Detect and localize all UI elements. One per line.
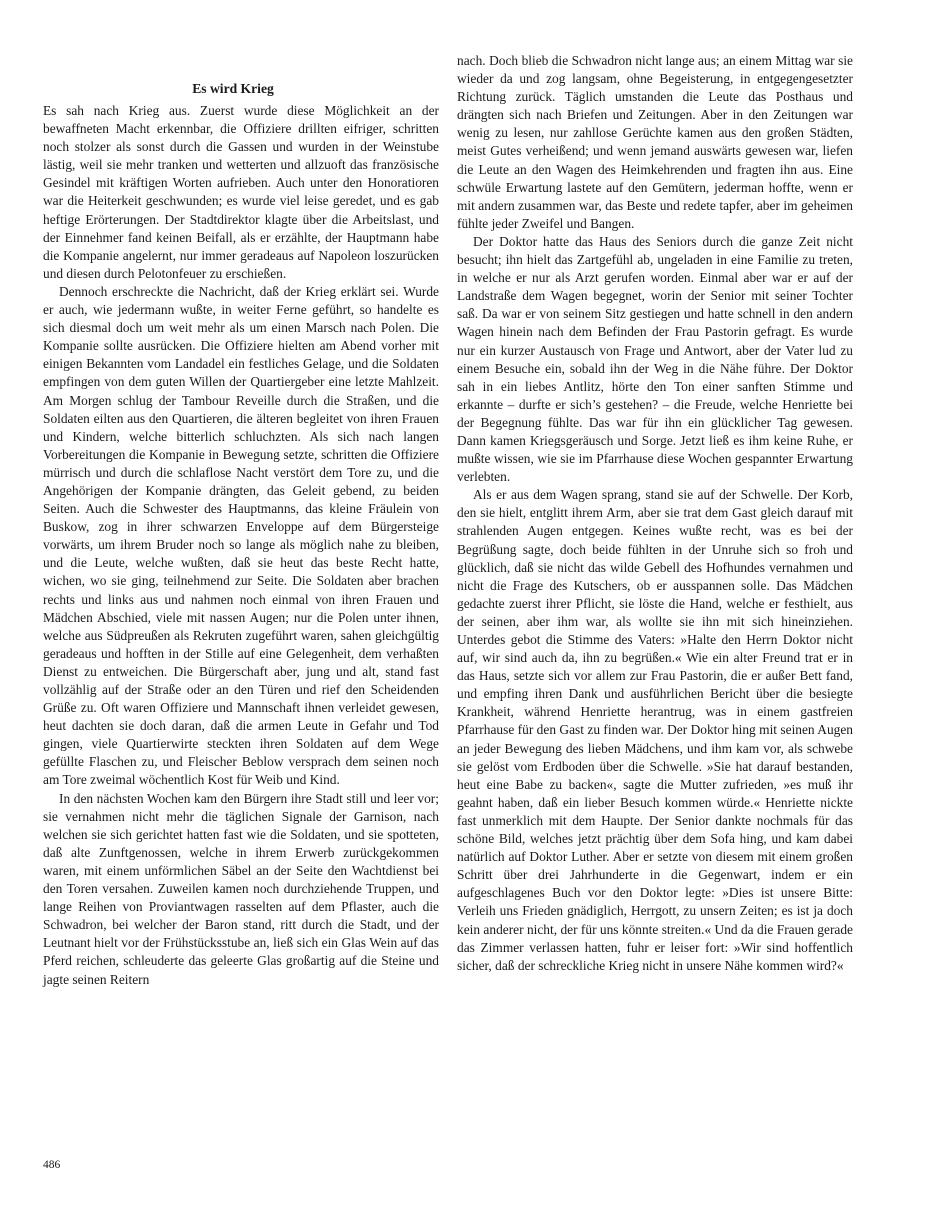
paragraph: nach. Doch blieb die Schwadron nicht lange aus; an einem Mittag war sie wieder da und zog langsam, ohne Begeisterung, in entgegengesetzter Richtung zurück. Täglich umstanden die Leute das Posthaus und drängten sich nach Briefen und Zeitungen. Aber in den Zeitungen war wenig zu lesen, nur zahllose Gerüchte kamen aus den großen Städten, meist Gutes verheißend; und wenn jemand auswärts gewesen war, liefen die Leute an den Wagen des Heimkehrenden und fragten ihn aus. Eine schwüle Erwartung lastete auf den Gemütern, jederman hoffte, wenn er mit andern zusammen war, das Beste und redete tapfer, aber im geheimen fühlte jeder Zweifel und Bangen. [457, 53, 853, 231]
paragraph: In den nächsten Wochen kam den Bürgern ihre Stadt still und leer vor; sie vernahmen nicht mehr die täglichen Signale der Garnison, nach welchen sie sich gerichtet hatten fast wie die Soldaten, und sie spotteten, daß alte Zunftgenossen, welche in ihrem Erwerb zurückgekommen waren, mit einem unförmlichen Säbel an der Seite den Wachtdienst bei den Toren versahen. Zuweilen kamen noch durchziehende Truppen, und lange Reihen von Proviantwagen rasselten auf dem Pflaster, auch die Schwadron, bei welcher der Baron stand, ritt durch die Stadt, und der Leutnant hielt vor der Frühstücksstube an, ließ sich ein Glas Wein auf das Pferd reichen, schleuderte das geleerte Glas großartig auf die Steine und jagte seinen Reitern [43, 790, 439, 987]
chapter-heading: Es wird Krieg [192, 81, 274, 96]
page-number: 486 [43, 1159, 61, 1171]
paragraph: Es sah nach Krieg aus. Zuerst wurde diese Möglichkeit an der bewaffneten Macht erkennbar, die Offiziere drillten eifriger, schritten noch stolzer als sonst durch die Gassen und wurden in der Weinstube lästig, weil sie mehr tranken und wetterten und allzuoft das französische Gesindel mit kräftigen Worten aufrieben. Auch unter den Honoratioren war die Heiterkeit geschwunden; es wurde viel leise geredet, und es gab heftige Erörterungen. Der Stadtdirektor klagte über die Arbeitslast, und der Einnehmer fand keinen Beifall, als er erzählte, der Hauptmann habe die Kompanie angelernt, nur immer geradeaus auf Napoleon loszurücken und diesen durch Pelotonfeuer zu erschießen. [43, 103, 439, 281]
left-column [43, 78, 439, 989]
paragraph: Dennoch erschreckte die Nachricht, daß der Krieg erklärt sei. Wurde er auch, wie jedermann wußte, in weiter Ferne geführt, so handelte es sich diesmal doch um weit mehr als um einen Marsch nach Polen. Die Kompanie sollte ausrücken. Die Offiziere hielten am Abend vorher mit einigen Bekannten vom Landadel ein festliches Gelage, und die Soldaten empfingen von dem guten Willen der Quartiergeber eine letzte Mahlzeit. Am Morgen schlug der Tambour Reveille durch die Straßen, und die Soldaten eilten aus den Quartieren, die älteren begleitet von ihren Frauen und Kindern, welche bitterlich schluchzten. Als sich nach langen Vorbereitungen die Kompanie in Bewegung setzte, schritten die Offiziere mürrisch und durch die schlaflose Nacht verstört dem Tore zu, und die Angehörigen der Kompanie drängten, das Geleit gebend, zu beiden Seiten. Auch die Schwester des Hauptmanns, das kleine Fräulein von Buskow, zog in ihrer schwarzen Enveloppe auf dem Bürgersteige vorwärts, um ihrem Bruder noch so lange als möglich nahe zu bleiben, und die Leute, welche wußten, daß sie heut das beste Recht hatte, wichen, wo sie ging, teilnehmend zur Seite. Die Soldaten aber brachen rechts und links aus und nahmen noch einmal von ihren Frauen und Mädchen Abschied, viele mit nassen Augen; nur die Polen unter ihnen, welche aus Südpreußen als Rekruten zugeführt waren, sahen gleichgültig geradeaus und hofften in der Stille auf eine Gelegenheit, dem verhaßten Dienst zu entweichen. Die Bürgerschaft aber, jung und alt, stand fast vollzählig auf der Straße oder an den Türen und rief den Scheidenden Grüße zu. Oft waren Offiziere und Mannschaft ihnen verleidet gewesen, heut dachten sie doch daran, daß die armen Leute in Gefahr und Tod gingen, viele Quartierwirte steckten ihren Soldaten auf dem Wege gefüllte Flaschen zu, und Fleischer Beblow versprach dem seinen noch am Tore zweimal wöchentlich Kost für Weib und Kind. [43, 283, 439, 788]
right-column [457, 52, 853, 975]
paragraph: Der Doktor hatte das Haus des Seniors durch die ganze Zeit nicht besucht; ihn hielt das Zartgefühl ab, ungeladen in eine Familie zu treten, in welche er nur als Arzt gerufen worden. Einmal aber war er auf der Landstraße dem Wagen begegnet, worin der Senior mit seiner Tochter saß. Da war er von seinem Sitz gestiegen und hatte schnell in den andern Wagen hinein nach dem Befinden der Frau Pastorin gefragt. Es wurde nur ein kurzer Austausch von Frage und Antwort, aber der Vater lud zu einem Besuche ein, sobald ihn der Weg in die Nähe führe. Der Doktor sah in ein liebes Antlitz, hörte den Ton einer sanften Stimme und erkannte – durfte er sich’s gestehen? – die Freude, welche Henriette bei der Begegnung fühlte. Das war für ihn ein glücklicher Tag gewesen. Dann kamen Kriegsgeräusch und Sorge. Jetzt ließ es ihm keine Ruhe, er mußte wissen, wie sie im Pfarrhause diese Wochen gespannter Erwartung verlebten. [457, 233, 853, 485]
paragraph: Als er aus dem Wagen sprang, stand sie auf der Schwelle. Der Korb, den sie hielt, entglitt ihrem Arm, aber sie trat dem Gast gleich darauf mit strahlenden Augen entgegen. Keines wußte recht, was es bei der Begrüßung sagte, doch beide fühlten in der Unruhe sich so froh und glücklich, daß sie nicht das wilde Gebell des Hofhundes vernahmen und nicht die Frage des Kutschers, ob er ausspannen solle. Das Mädchen gedachte zuerst ihrer Pflicht, sie löste die Hand, welche er festhielt, aus der seinen, aber ihm war, als wollte sie ihn mit sich hineinziehen. Unterdes gebot die Stimme des Vaters: »Halte den Herrn Doktor nicht auf, wir sind auch da, ihn zu begrüßen.« Wie ein alter Freund trat er in das Haus, setzte sich vor allem zur Frau Pastorin, die er außer Bett fand, und empfing ihren Dank und ausführlichen Bericht über die besiegte Krankheit, während Henriette herantrug, was in einem gastfreien Pfarrhause für den Gast zu finden war. Der Doktor hing mit seinen Augen an jeder Bewegung des lieben Mädchens, und ihm kam vor, als schwebe sie gelöst vom Erdboden über die Schwelle. »Sie hat darauf bestanden, heut eine Babe zu backen«, sagte die Mutter zufrieden, »es muß ihr geahnt haben, daß ein lieber Besuch kommen würde.« Henriette nickte fast unmerklich mit dem Haupte. Der Senior dankte nochmals für das schöne Bild, welches jetzt prächtig über dem Sofa hing, und kam dabei natürlich auf Doktor Luther. Aber er setzte von diesem mit einem großen Schritt über drei Jahrhunderte in die Gegenwart, indem er ein aufgeschlagenes Buch vor den Doktor legte: »Dies ist unsere Bitte: Verleih uns Frieden gnädiglich, Herrgott, zu unsern Zeiten; es ist ja doch kein anderer nicht, der für uns könnte streiten.« Und da die Frauen gerade das Zimmer verlassen hatten, fuhr er leiser fort: »Wir sind hoffentlich sicher, daß der schreckliche Krieg nicht in unsere Nähe kommen wird?« [457, 487, 853, 973]
